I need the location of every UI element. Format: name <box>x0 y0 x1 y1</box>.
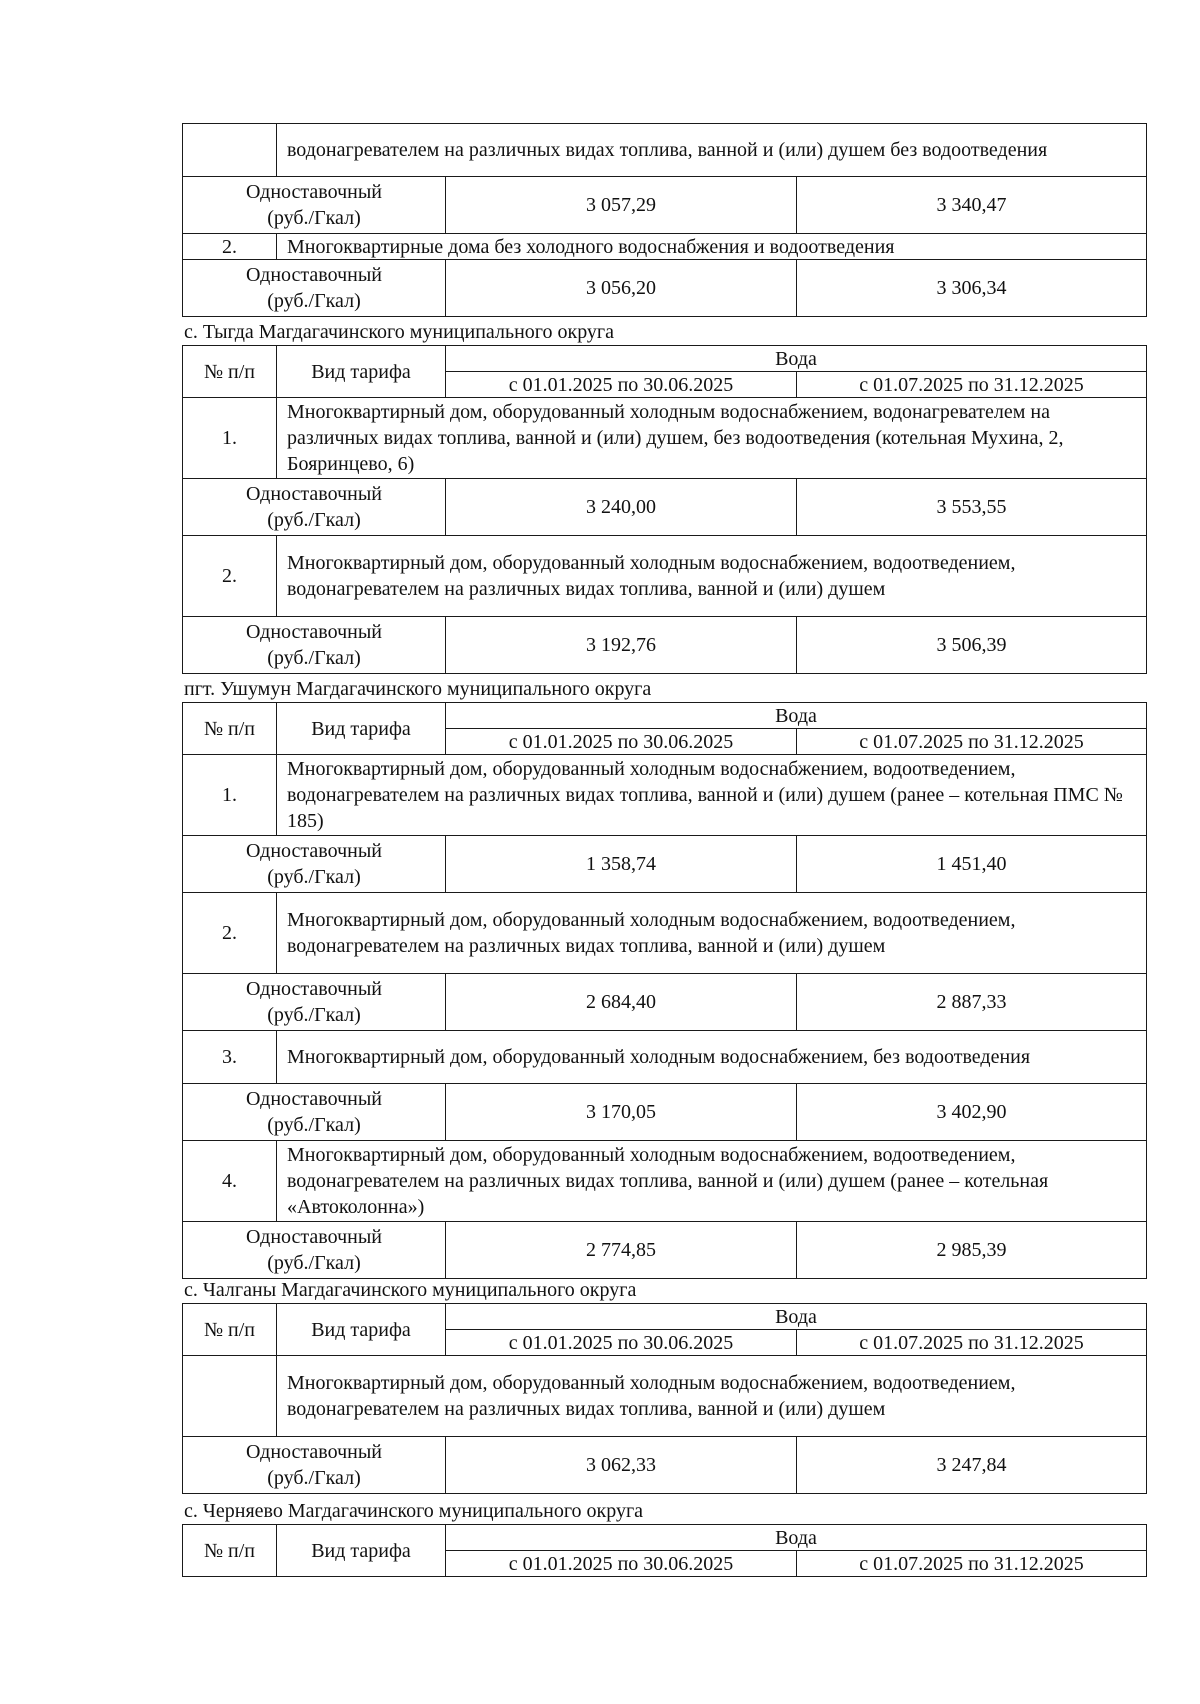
table-row <box>183 1222 1147 1279</box>
value-period2: 3 553,55 <box>797 479 1147 536</box>
header-tariff-type: Вид тарифа <box>277 703 446 755</box>
tariff-type-cell <box>183 1222 446 1279</box>
table-row <box>183 1356 1147 1437</box>
header-num: № п/п <box>183 703 277 755</box>
row-number: 2. <box>183 536 277 617</box>
single-rate-label: Одноставочный <box>246 1441 382 1463</box>
row-description: Многоквартирный дом, оборудованный холодным водоснабжением, водонагревателем на различных видах топлива, ванной и (или) душем, без водоотведения (котельная Мухина, 2, Бояринцево, 6) <box>277 398 1147 479</box>
table-header-row <box>183 346 1147 372</box>
value-period2: 3 306,34 <box>797 260 1147 317</box>
unit-label: (руб./Гкал) <box>267 647 361 669</box>
value-period1: 3 240,00 <box>446 479 797 536</box>
value-period1: 2 684,40 <box>446 974 797 1031</box>
table-row <box>183 1031 1147 1084</box>
table-header-row <box>183 1304 1147 1330</box>
table-row <box>183 617 1147 674</box>
table-row <box>183 836 1147 893</box>
row-number <box>183 124 277 177</box>
section-chalgany <box>182 1276 1146 1494</box>
table-row <box>183 1437 1147 1494</box>
table-row <box>183 893 1147 974</box>
table-row <box>183 1084 1147 1141</box>
header-period1: с 01.01.2025 по 30.06.2025 <box>446 1330 797 1356</box>
value-period1: 3 192,76 <box>446 617 797 674</box>
single-rate-label: Одноставочный <box>246 840 382 862</box>
single-rate-label: Одноставочный <box>246 264 382 286</box>
value-period2: 2 887,33 <box>797 974 1147 1031</box>
row-number: 2. <box>183 893 277 974</box>
row-description: Многоквартирный дом, оборудованный холодным водоснабжением, водоотведением, водонагревателем на различных видах топлива, ванной и (или) душем <box>277 893 1147 974</box>
tariff-table <box>182 123 1147 317</box>
header-water: Вода <box>446 703 1147 729</box>
header-period2: с 01.07.2025 по 31.12.2025 <box>797 1330 1147 1356</box>
row-number <box>183 1356 277 1437</box>
value-period2: 3 247,84 <box>797 1437 1147 1494</box>
tariff-type-cell <box>183 260 446 317</box>
single-rate-label: Одноставочный <box>246 483 382 505</box>
header-tariff-type: Вид тарифа <box>277 1525 446 1577</box>
value-period1: 3 170,05 <box>446 1084 797 1141</box>
row-description: Многоквартирный дом, оборудованный холодным водоснабжением, водоотведением, водонагревателем на различных видах топлива, ванной и (или) душем (ранее – котельная ПМС № 185) <box>277 755 1147 836</box>
value-period2: 2 985,39 <box>797 1222 1147 1279</box>
tariff-type-cell <box>183 617 446 674</box>
single-rate-label: Одноставочный <box>246 978 382 1000</box>
value-period2: 3 402,90 <box>797 1084 1147 1141</box>
value-period2: 3 506,39 <box>797 617 1147 674</box>
location-heading: с. Чалганы Магдагачинского муниципального округа <box>184 1279 637 1301</box>
tariff-table <box>182 345 1147 674</box>
unit-label: (руб./Гкал) <box>267 866 361 888</box>
location-heading: пгт. Ушумун Магдагачинского муниципального округа <box>184 678 652 700</box>
location-heading: с. Черняево Магдагачинского муниципального округа <box>184 1500 644 1522</box>
tariff-type-cell <box>183 177 446 234</box>
table-row <box>183 124 1147 177</box>
row-number: 2. <box>183 234 277 260</box>
single-rate-label: Одноставочный <box>246 1088 382 1110</box>
table-header-row <box>183 1525 1147 1551</box>
header-num: № п/п <box>183 1525 277 1577</box>
value-period1: 3 057,29 <box>446 177 797 234</box>
header-period2: с 01.07.2025 по 31.12.2025 <box>797 372 1147 398</box>
single-rate-label: Одноставочный <box>246 181 382 203</box>
value-period1: 1 358,74 <box>446 836 797 893</box>
tariff-type-cell <box>183 479 446 536</box>
header-period1: с 01.01.2025 по 30.06.2025 <box>446 372 797 398</box>
tariff-table <box>182 702 1147 1279</box>
value-period2: 1 451,40 <box>797 836 1147 893</box>
row-description: Многоквартирный дом, оборудованный холодным водоснабжением, водоотведением, водонагревателем на различных видах топлива, ванной и (или) душем <box>277 536 1147 617</box>
single-rate-label: Одноставочный <box>246 1226 382 1248</box>
header-water: Вода <box>446 1304 1147 1330</box>
header-period1: с 01.01.2025 по 30.06.2025 <box>446 729 797 755</box>
header-period2: с 01.07.2025 по 31.12.2025 <box>797 729 1147 755</box>
value-period1: 3 062,33 <box>446 1437 797 1494</box>
value-period1: 3 056,20 <box>446 260 797 317</box>
unit-label: (руб./Гкал) <box>267 207 361 229</box>
unit-label: (руб./Гкал) <box>267 1467 361 1489</box>
row-number: 3. <box>183 1031 277 1084</box>
table-row <box>183 479 1147 536</box>
table-row <box>183 398 1147 479</box>
row-description: Многоквартирные дома без холодного водоснабжения и водоотведения <box>277 234 1147 260</box>
table-row <box>183 260 1147 317</box>
tariff-type-cell <box>183 836 446 893</box>
header-num: № п/п <box>183 346 277 398</box>
header-tariff-type: Вид тарифа <box>277 1304 446 1356</box>
unit-label: (руб./Гкал) <box>267 1004 361 1026</box>
header-period1: с 01.01.2025 по 30.06.2025 <box>446 1551 797 1577</box>
table-header-row <box>183 703 1147 729</box>
row-number: 4. <box>183 1141 277 1222</box>
location-heading: с. Тыгда Магдагачинского муниципального округа <box>184 321 615 343</box>
unit-label: (руб./Гкал) <box>267 290 361 312</box>
row-description: Многоквартирный дом, оборудованный холодным водоснабжением, без водоотведения <box>277 1031 1147 1084</box>
tariff-table <box>182 1524 1147 1577</box>
tariff-table <box>182 1303 1147 1494</box>
unit-label: (руб./Гкал) <box>267 1252 361 1274</box>
header-num: № п/п <box>183 1304 277 1356</box>
row-description: Многоквартирный дом, оборудованный холодным водоснабжением, водоотведением, водонагревателем на различных видах топлива, ванной и (или) душем (ранее – котельная «Автоколонна») <box>277 1141 1147 1222</box>
value-period1: 2 774,85 <box>446 1222 797 1279</box>
section-tygda <box>182 318 1146 674</box>
row-description: водонагревателем на различных видах топлива, ванной и (или) душем без водоотведения <box>277 124 1147 177</box>
unit-label: (руб./Гкал) <box>267 1114 361 1136</box>
section-chernyaevo <box>182 1497 1146 1577</box>
table-row <box>183 234 1147 260</box>
table-row <box>183 1141 1147 1222</box>
tariff-type-cell <box>183 1084 446 1141</box>
unit-label: (руб./Гкал) <box>267 509 361 531</box>
header-water: Вода <box>446 1525 1147 1551</box>
table-row <box>183 536 1147 617</box>
section-ushumun <box>182 675 1146 1279</box>
table-continuation <box>182 123 1146 317</box>
tariff-type-cell <box>183 1437 446 1494</box>
header-period2: с 01.07.2025 по 31.12.2025 <box>797 1551 1147 1577</box>
table-row <box>183 974 1147 1031</box>
row-number: 1. <box>183 755 277 836</box>
tariff-type-cell <box>183 974 446 1031</box>
header-water: Вода <box>446 346 1147 372</box>
row-description: Многоквартирный дом, оборудованный холодным водоснабжением, водоотведением, водонагревателем на различных видах топлива, ванной и (или) душем <box>277 1356 1147 1437</box>
value-period2: 3 340,47 <box>797 177 1147 234</box>
header-tariff-type: Вид тарифа <box>277 346 446 398</box>
row-number: 1. <box>183 398 277 479</box>
single-rate-label: Одноставочный <box>246 621 382 643</box>
table-row <box>183 755 1147 836</box>
table-row <box>183 177 1147 234</box>
